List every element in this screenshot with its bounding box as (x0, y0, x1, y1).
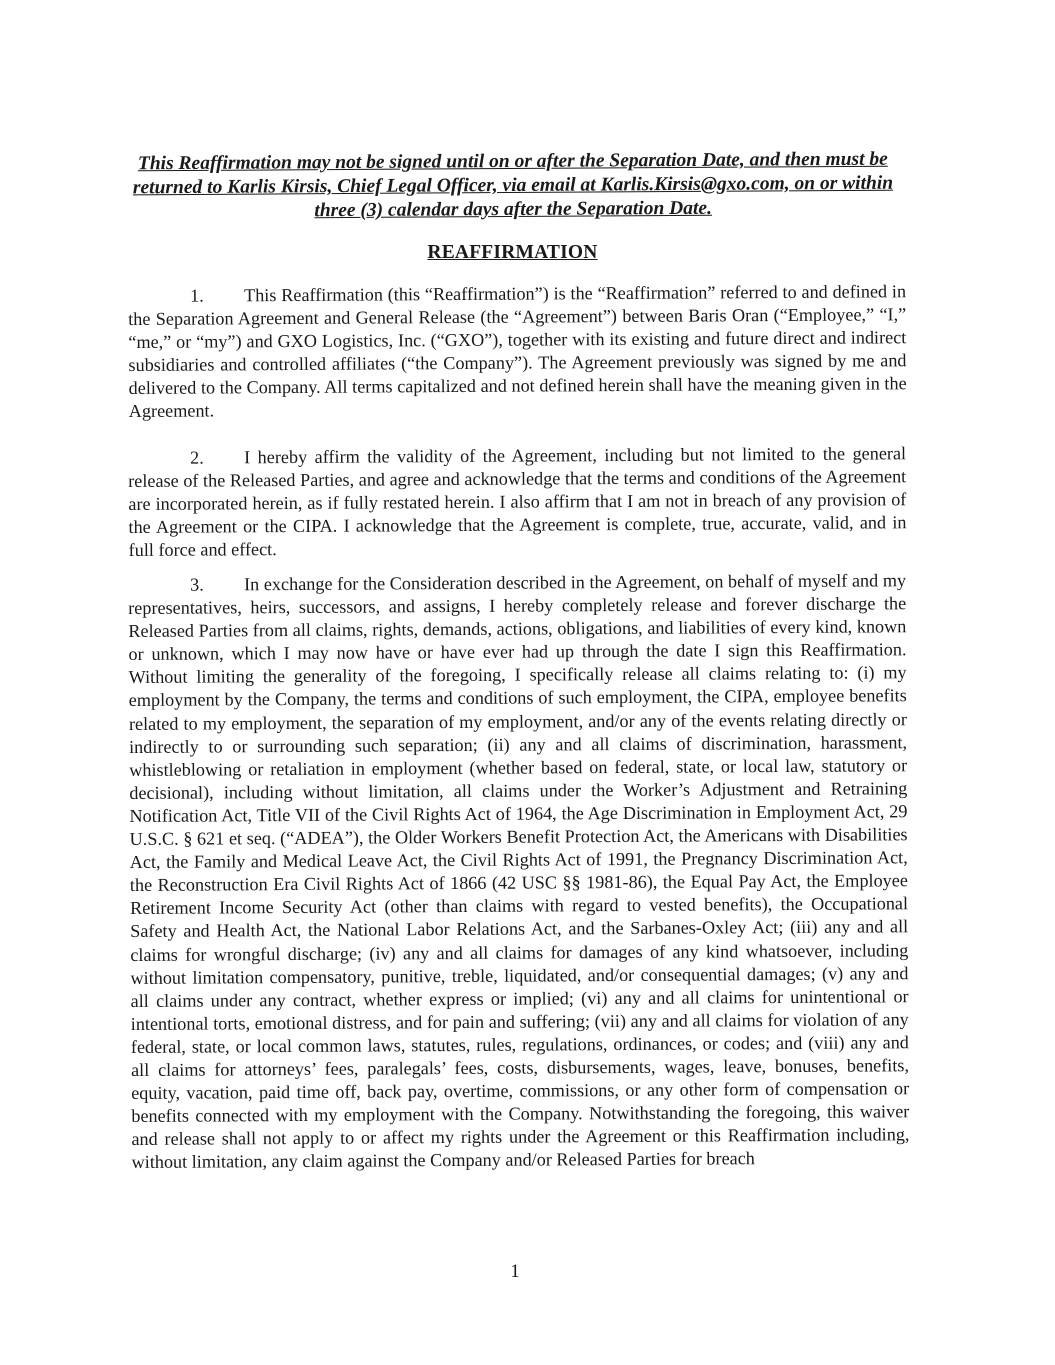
paragraph-2 (128, 442, 907, 562)
page-number: 1 (510, 1261, 520, 1282)
paragraph-3-number: 3. (190, 574, 204, 595)
paragraph-2-number: 2. (190, 447, 204, 468)
paragraph-1-number: 1. (190, 285, 204, 306)
signing-instructions-notice: This Reaffirmation may not be signed until on or after the Separation Date, and then must be returned to Karlis Kirsis, Chief Legal Officer, via email at Karlis.Kirsis@gxo.com, on or within three (3) calendar days after the Separation Date. (132, 148, 894, 222)
document-title: REAFFIRMATION (427, 242, 598, 263)
paragraph-3 (128, 569, 910, 1174)
paragraph-1 (128, 280, 907, 423)
paragraph-2-text: I hereby affirm the validity of the Agreement, including but not limited to the general release of the Released Parties, and agree and acknowledge that the terms and conditions of the Agreement are incorporated herein, as if fully restated herein. I also affirm that I am not in breach of any provision of the Agreement or the CIPA. I acknowledge that the Agreement is complete, true, accurate, valid, and in full force and effect. (128, 443, 907, 561)
paragraph-3-text: In exchange for the Consideration described in the Agreement, on behalf of myself and my representatives, heirs, successors, and assigns, I hereby completely release and forever discharge the Released Parties from all claims, rights, demands, actions, obligations, and liabilities of every kind, known or unknown, which I may now have or have ever had up through the date I sign this Reaffirmation. Without limiting the generality of the foregoing, I specifically release all claims relating to: (i) my employment by the Company, the terms and conditions of such employment, the CIPA, employee benefits related to my employment, the separation of my employment, and/or any of the events relating directly or indirectly to or surrounding such separation; (ii) any and all claims of discrimination, harassment, whistleblowing or retaliation in employment (whether based on federal, state, or local law, statutory or decisional), including without limitation, all claims under the Worker’s Adjustment and Retraining Notification Act, Title VII of the Civil Rights Act of 1964, the Age Discrimination in Employment Act, 29 U.S.C. § 621 et seq. (“ADEA”), the Older Workers Benefit Protection Act, the Americans with Disabilities Act, the Family and Medical Leave Act, the Civil Rights Act of 1991, the Pregnancy Discrimination Act, the Reconstruction Era Civil Rights Act of 1866 (42 USC §§ 1981-86), the Equal Pay Act, the Employee Retirement Income Security Act (other than claims with regard to vested benefits), the Occupational Safety and Health Act, the National Labor Relations Act, and the Sarbanes-Oxley Act; (iii) any and all claims for wrongful discharge; (iv) any and all claims for damages of any kind whatsoever, including without limitation compensatory, punitive, treble, liquidated, and/or consequential damages; (v) any and all claims under any contract, whether express or implied; (vi) any and all claims for unintentional or intentional torts, emotional distress, and for pain and suffering; (vii) any and all claims for violation of any federal, state, or local common laws, statutes, rules, regulations, ordinances, or codes; and (viii) any and all claims for attorneys’ fees, paralegals’ fees, costs, disbursements, wages, leave, bonuses, benefits, equity, vacation, paid time off, back pay, overtime, commissions, or any other form of compensation or benefits connected with my employment with the Company. Notwithstanding the foregoing, this waiver and release shall not apply to or affect my rights under the Agreement or this Reaffirmation including, without limitation, any claim against the Company and/or Released Parties for breach (128, 570, 910, 1173)
paragraph-1-text: This Reaffirmation (this “Reaffirmation”) is the “Reaffirmation” referred to and defined in the Separation Agreement and General Release (the “Agreement”) between Baris Oran (“Employee,” “I,” “me,” or “my”) and GXO Logistics, Inc. (“GXO”), together with its existing and future direct and indirect subsidiaries and controlled affiliates (“the Company”). The Agreement previously was signed by me and delivered to the Company. All terms capitalized and not defined herein shall have the meaning given in the Agreement. (128, 281, 907, 422)
